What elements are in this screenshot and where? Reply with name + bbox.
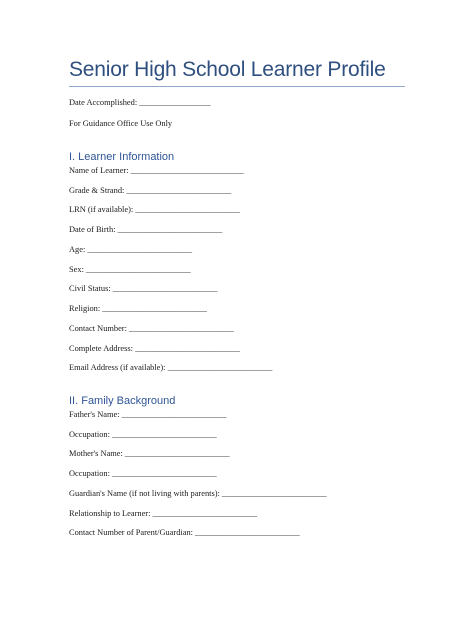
civil-status-field: Civil Status: _________________________ [69,284,218,293]
guidance-office-note: For Guidance Office Use Only [69,119,173,128]
learner-information-heading: I. Learner Information [69,151,175,163]
religion-field: Religion: _________________________ [69,304,207,313]
document-title: Senior High School Learner Profile [69,58,386,81]
lrn-field: LRN (if available): _________________________ [69,205,240,214]
sex-field: Sex: _________________________ [69,265,191,274]
date-accomplished-field: Date Accomplished: _________________ [69,98,211,107]
contact-number-field: Contact Number: _________________________ [69,324,234,333]
complete-address-field: Complete Address: _________________________ [69,344,240,353]
date-of-birth-field: Date of Birth: _________________________ [69,225,223,234]
title-underline [69,86,405,87]
guardian-contact-number-field: Contact Number of Parent/Guardian: _________________________ [69,528,300,537]
father-occupation-field: Occupation: _________________________ [69,430,217,439]
name-of-learner-field: Name of Learner: ___________________________ [69,166,244,175]
family-background-heading: II. Family Background [69,395,176,407]
relationship-to-learner-field: Relationship to Learner: _________________________ [69,509,258,518]
age-field: Age: _________________________ [69,245,193,254]
email-address-field: Email Address (if available): _________________________ [69,363,273,372]
guardians-name-field: Guardian's Name (if not living with parents): _________________________ [69,489,327,498]
grade-strand-field: Grade & Strand: _________________________ [69,186,232,195]
fathers-name-field: Father's Name: _________________________ [69,410,227,419]
mother-occupation-field: Occupation: _________________________ [69,469,217,478]
mothers-name-field: Mother's Name: _________________________ [69,449,230,458]
